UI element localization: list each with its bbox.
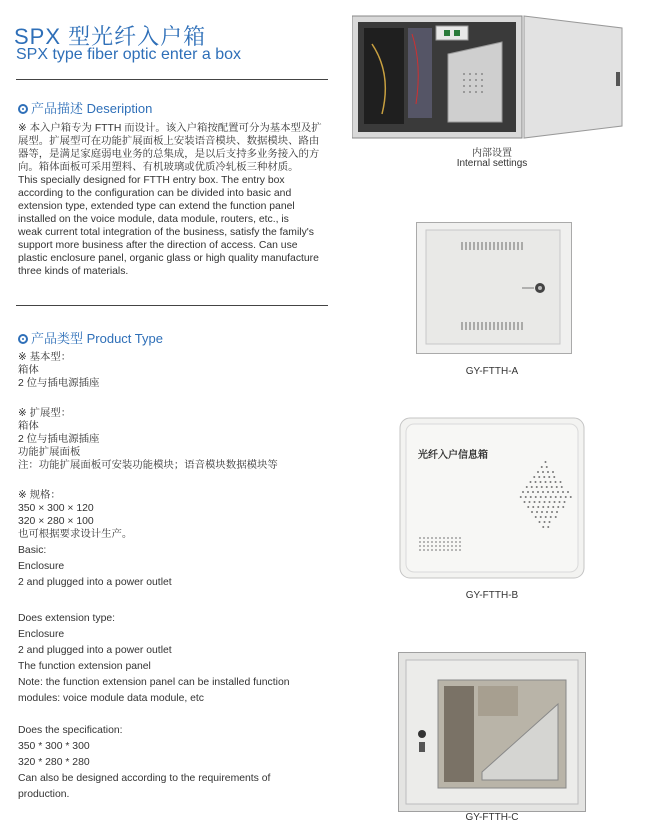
description-en-line: installed on the voice module, data module, routers, etc., is: [18, 214, 289, 225]
en-spec-line: 320 * 280 * 280: [18, 757, 90, 768]
spec-line: 350 × 300 × 120: [18, 503, 94, 514]
en-spec-line: Does the specification:: [18, 725, 123, 736]
divider: [16, 79, 328, 80]
description-cn-line: 展型。扩展型可在功能扩展面板上安装语音模块、数据模块、路由: [18, 136, 320, 147]
spec-line: ※ 规格：: [18, 490, 61, 501]
description-en-line: This specially designed for FTTH entry box. The entry box: [18, 175, 285, 186]
en-extended-line: The function extension panel: [18, 661, 151, 672]
model-b-box-label: 光纤入户信息箱: [418, 450, 488, 461]
internal-settings-caption-cn: 内部设置: [472, 148, 512, 159]
product-type-heading-text: 产品类型 Product Type: [31, 331, 163, 346]
bullet-icon: [18, 334, 28, 344]
en-basic-line: Basic:: [18, 545, 47, 556]
description-body: [18, 122, 330, 278]
description-en-line: according to the configuration can be divided into basic and: [18, 188, 292, 199]
description-en-line: plastic enclosure panel, organic glass or high quality manufacture: [18, 253, 319, 264]
en-basic-line: Enclosure: [18, 561, 65, 572]
bullet-icon: [18, 104, 28, 114]
product-image-c: [398, 652, 586, 812]
section-heading-product-type: [18, 328, 163, 347]
basic-line: 箱体: [18, 365, 39, 376]
extended-line: ※ 扩展型：: [18, 408, 72, 419]
model-c-caption: GY-FTTH-C: [465, 812, 519, 823]
description-heading-text: 产品描述 Deseription: [31, 101, 153, 116]
spec-line: 320 × 280 × 100: [18, 516, 94, 527]
spec-line: 也可根据要求设计生产。: [18, 529, 133, 540]
en-extended-line: Note: the function extension panel can be installed function: [18, 677, 290, 688]
internal-settings-caption-en: Internal settings: [456, 158, 528, 169]
en-extended-line: Does extension type:: [18, 613, 116, 624]
extended-line: 2 位与插电源插座: [18, 434, 100, 445]
product-image-a: [416, 222, 572, 354]
description-en-line: weak current total integration of the business, satisfy the family's: [18, 227, 314, 238]
model-a-caption: GY-FTTH-A: [465, 366, 519, 377]
extended-line: 注：功能扩展面板可安装功能模块；语音模块数据模块等: [18, 460, 278, 471]
description-en-line: support more business after the direction of access. Can use: [18, 240, 298, 251]
en-spec-line: Can also be designed according to the requirements of: [18, 773, 271, 784]
description-en-line: extension type, extended type can extend the function panel: [18, 201, 295, 212]
description-en-line: three kinds of materials.: [18, 266, 129, 277]
product-image-b: [398, 416, 586, 580]
basic-line: ※ 基本型：: [18, 352, 72, 363]
model-b-caption: GY-FTTH-B: [465, 590, 519, 601]
en-basic-line: 2 and plugged into a power outlet: [18, 577, 172, 588]
en-spec-line: production.: [18, 789, 70, 800]
extended-line: 箱体: [18, 421, 39, 432]
internal-settings-image: [352, 14, 630, 140]
divider: [16, 305, 328, 306]
en-spec-line: 350 * 300 * 300: [18, 741, 90, 752]
section-heading-description: [18, 98, 152, 117]
en-extended-line: modules: voice module data module, etc: [18, 693, 204, 704]
description-cn-line: ※ 本入户箱专为 FTTH 而设计。该入户箱按配置可分为基本型及扩: [18, 123, 322, 134]
en-extended-line: Enclosure: [18, 629, 65, 640]
extended-line: 功能扩展面板: [18, 447, 81, 458]
en-extended-line: 2 and plugged into a power outlet: [18, 645, 172, 656]
description-cn-line: 器等，是满足家庭弱电业务的总集成，是以后支持多业务接入的方: [18, 149, 320, 160]
page-subtitle: SPX type fiber optic enter a box: [16, 46, 242, 63]
description-cn-line: 向。箱体面板可采用塑料、有机玻璃或优质冷轧板三种材质。: [18, 162, 299, 173]
page-title: SPX 型光纤入户箱: [14, 24, 207, 49]
basic-line: 2 位与插电源插座: [18, 378, 100, 389]
product-type-body: [18, 351, 290, 801]
